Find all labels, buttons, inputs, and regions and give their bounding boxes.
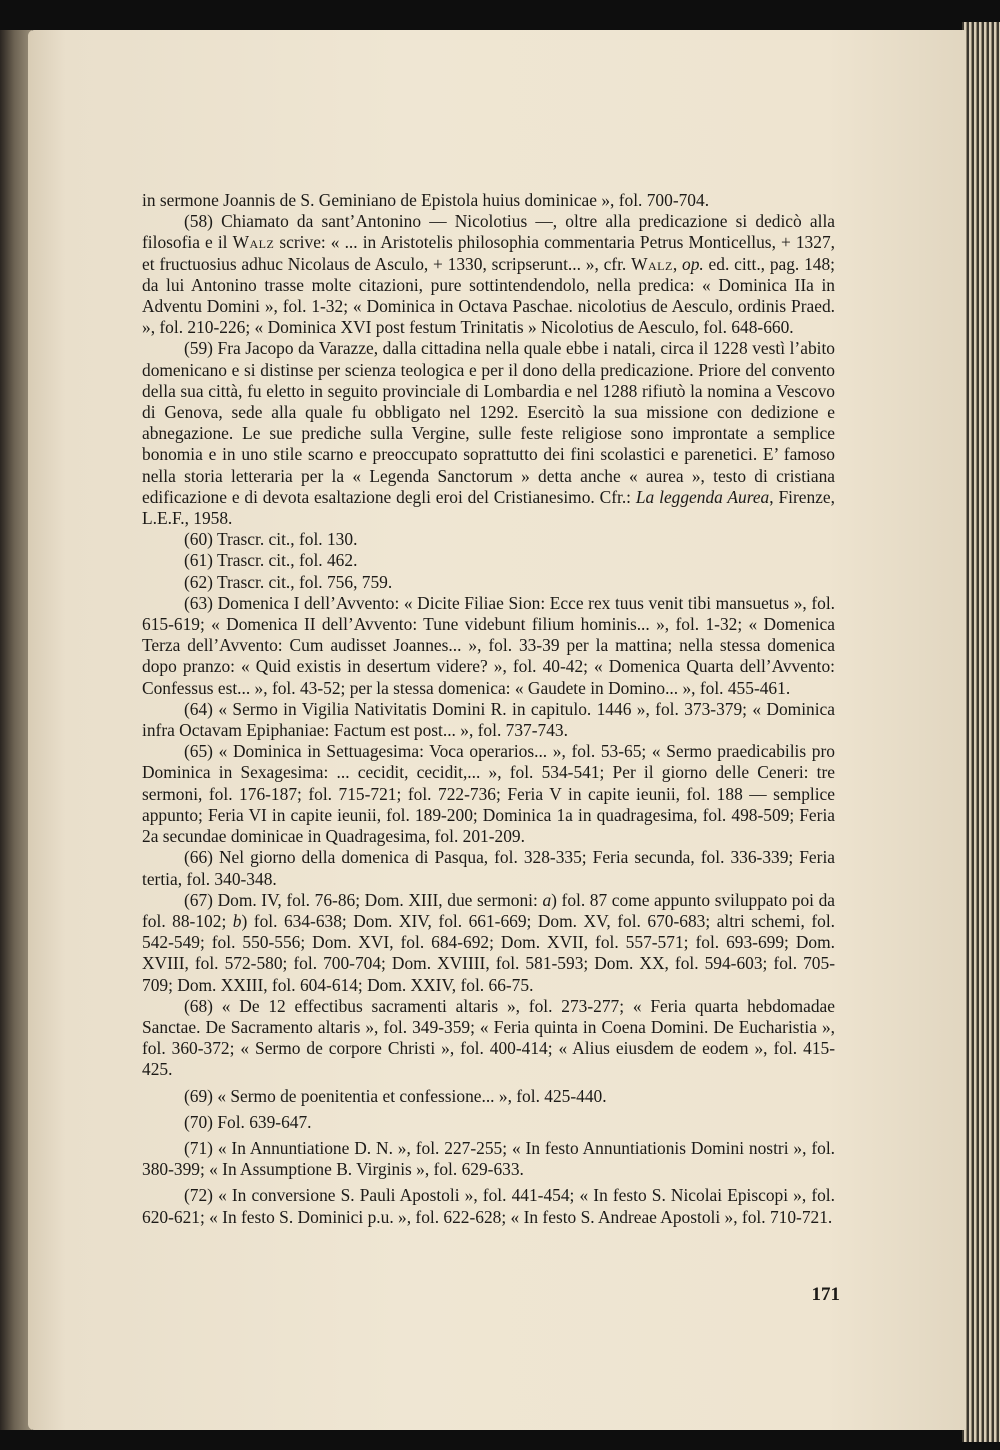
footnote-59 <box>142 338 835 529</box>
footnote-59-segment: (59) Fra Jacopo da Varazze, dalla cittadina nella quale ebbe i natali, circa il 1228 vestì l’abito domenicano e si distinse per scienza teologica e per il dono della predicazione. Priore del convento della sua città, fu eletto in seguito provinciale di Lombardia e nel 1288 rifiutò la nomina a Vescovo di Genova, sede alla quale fu obbligato nel 1292. Esercitò la sua missione con dedizione e abnegazione. Le sue prediche sulla Vergine, sulle feste religiose sono improntate a semplice bonomia e in uno stile scarno e preoccupato soprattutto dei fini scolastici e parenetici. E’ famoso nella storia letteraria per la « Legenda Sanctorum » detta anche « aurea », testo di cristiana edificazione e di devota esaltazione degli eroi del Cristianesimo. Cfr.: <box>142 338 835 507</box>
footnote-58-segment: Walz <box>232 232 275 253</box>
footnote-61 <box>142 550 835 571</box>
footnotes-text-block <box>142 190 835 1228</box>
footnote-71 <box>142 1138 835 1180</box>
page-number: 171 <box>811 1284 840 1305</box>
footnote-68-segment: (68) « De 12 effectibus sacramenti altaris », fol. 273-277; « Feria quarta hebdomadae Sanctae. De Sacramento altaris », fol. 349-359; « Feria quinta in Coena Domini. De Eucharistia », fol. 360-372; « Sermo de corpore Christi », fol. 400-414; « Alius eiusdem de eodem », fol. 415-425. <box>142 995 835 1080</box>
footnote-59-segment: , Firenze, L.E.F., 1958. <box>142 486 835 529</box>
footnote-cont <box>142 190 835 211</box>
footnote-64 <box>142 699 835 741</box>
footnote-58-segment: (58) Chiamato da sant’Antonino — Nicolotius —, oltre alla predicazione si dedicò alla filosofia e il <box>142 211 835 253</box>
footnote-67-segment: a <box>542 889 552 910</box>
footnote-67-segment: b <box>232 910 242 931</box>
footnote-62-segment: (62) Trascr. cit., fol. 756, 759. <box>184 571 393 592</box>
footnote-67 <box>142 890 835 996</box>
footnote-62 <box>142 572 835 593</box>
footnote-63-segment: (63) Domenica I dell’Avvento: « Dicite Filiae Sion: Ecce rex tuus venit tibi mansuetus », fol. 615-619; « Domenica II dell’Avvento: Tune videbunt filium hominis... », fol. 1-32; « Domenica Terza dell’Avvento: Cum audisset Joannes... », fol. 33-39 per la mattina; nella stessa domenica dopo pranzo: « Quid existis in desertum videre? », fol. 40-42; « Domenica Quarta dell’Avvento: Confessus est... », fol. 43-52; per la stessa domenica: « Gaudete in Domino... », fol. 455-461. <box>142 592 835 698</box>
footnote-58-segment: ed. citt., pag. 148; da lui Antonino trasse molte citazioni, pure sottintendendolo, nella predica: « Dominica IIa in Adventu Domini », fol. 1-32; « Dominica in Octava Paschae. nicolotius de Aesculo, ordinis Praed. », fol. 210-226; « Dominica XVI post festum Trinitatis » Nicolotius de Aesculo, fol. 648-660. <box>142 253 836 338</box>
footnote-67-segment: (67) Dom. IV, fol. 76-86; Dom. XIII, due sermoni: <box>184 889 543 910</box>
footnote-70-segment: (70) Fol. 639-647. <box>184 1111 312 1132</box>
footnote-65 <box>142 741 835 847</box>
footnote-66 <box>142 847 835 889</box>
footnote-70 <box>142 1112 835 1133</box>
footnote-59-segment: La leggenda Aurea <box>635 486 770 507</box>
footnote-69-segment: (69) « Sermo de poenitentia et confessione... », fol. 425-440. <box>184 1085 607 1106</box>
footnote-58 <box>142 211 835 338</box>
footnote-60-segment: (60) Trascr. cit., fol. 130. <box>184 529 358 550</box>
right-page-stack <box>962 22 1000 1442</box>
footnote-60 <box>142 529 835 550</box>
footnote-67-segment: ) fol. 634-638; Dom. XIV, fol. 661-669; Dom. XV, fol. 670-683; altri schemi, fol. 542-549; fol. 550-556; Dom. XVI, fol. 684-692; Dom. XVII, fol. 557-571; fol. 693-699; Dom. XVIII, fol. 572-580; fol. 700-704; Dom. XVIIII, fol. 581-593; Dom. XX, fol. 594-603; fol. 705-709; Dom. XXIII, fol. 604-614; Dom. XXIV, fol. 66-75. <box>142 910 835 995</box>
footnote-68 <box>142 996 835 1081</box>
footnote-67-segment: ) fol. 87 come appunto sviluppato poi da fol. 88-102; <box>142 889 835 931</box>
footnote-58-segment: op. <box>682 253 704 274</box>
footnote-cont-segment: in sermone Joannis de S. Geminiano de Epistola huius dominicae », fol. 700-704. <box>142 190 710 210</box>
footnote-64-segment: (64) « Sermo in Vigilia Nativitatis Domini R. in capitulo. 1446 », fol. 373-379; « Dominica infra Octavam Epiphaniae: Factum est post... », fol. 737-743. <box>142 698 835 741</box>
footnote-58-segment: scrive: « ... in Aristotelis philosophia commentaria Petrus Monticellus, + 1327, et fructuosius adhuc Nicolaus de Asculo, + 1330, scripserunt... », cfr. <box>142 232 835 274</box>
footnote-66-segment: (66) Nel giorno della domenica di Pasqua, fol. 328-335; Feria secunda, fol. 336-339; Feria tertia, fol. 340-348. <box>142 847 835 889</box>
footnote-61-segment: (61) Trascr. cit., fol. 462. <box>184 550 358 571</box>
footnote-69 <box>142 1086 835 1107</box>
footnote-72 <box>142 1185 835 1227</box>
footnote-58-segment: , <box>672 253 682 274</box>
footnote-65-segment: (65) « Dominica in Settuagesima: Voca operarios... », fol. 53-65; « Sermo praedicabilis pro Dominica in Sexagesima: ... cecidit, cecidit,... », fol. 534-541; Per il giorno delle Ceneri: tre sermoni, fol. 176-187; fol. 715-721; fol. 722-736; Feria V in capite ieunii, fol. 188 — semplice appunto; Feria VI in capite ieunii, fol. 189-200; Dominica 1a in quadragesima, fol. 498-509; Feria 2a secundae dominicae in Quadragesima, fol. 201-209. <box>142 741 835 847</box>
footnote-58-segment: Walz <box>631 253 673 274</box>
footnote-72-segment: (72) « In conversione S. Pauli Apostoli », fol. 441-454; « In festo S. Nicolai Episcopi », fol. 620-621; « In festo S. Dominici p.u. », fol. 622-628; « In festo S. Andreae Apostoli », fol. 710-721. <box>142 1185 835 1227</box>
footnote-63 <box>142 593 835 699</box>
footnote-71-segment: (71) « In Annuntiatione D. N. », fol. 227-255; « In festo Annuntiationis Domini nostri », fol. 380-399; « In Assumptione B. Virginis », fol. 629-633. <box>142 1137 835 1180</box>
